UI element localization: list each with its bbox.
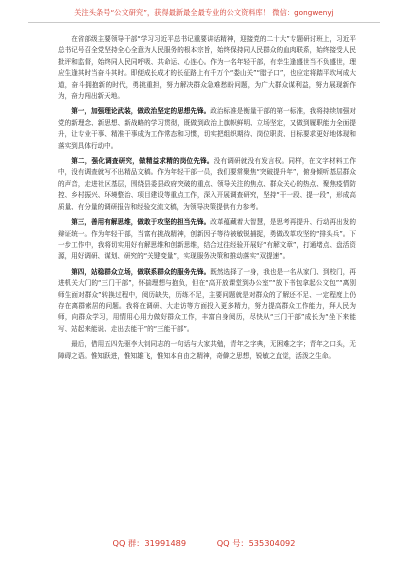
header-divider <box>28 22 380 23</box>
paragraph-intro <box>58 34 356 102</box>
paragraph-heading: 第四，站稳群众立场，做联系群众的服务先锋。 <box>71 267 211 276</box>
qq-group-number: QQ 群：31991489 <box>112 538 187 548</box>
paragraph-body: 没有调研就没有发言权。同样，在文字材料工作中，没有调查就写不出精品文稿。作为年轻干部一员，我们要常聚焦“突破提升年”，俯身倾听基层群众的声音，走进社区基层，围绕县委县政府突破的重点、领导关注的焦点、群众关心的热点、聚焦疫情防控、乡村振兴、环境整治、项目建设等重点工作，深入开展调查研究，坚持“干一段、提一段”，形成高质量、有分量的调研报告和经验交流文稿，为领导决策提供有力参考。 <box>58 157 357 211</box>
paragraph-second <box>58 156 356 213</box>
paragraph-closing <box>58 339 356 362</box>
paragraph-heading: 第一，加强理论武装，做政治坚定的思想先锋。 <box>71 107 211 116</box>
paragraph-third <box>58 217 356 263</box>
paragraph-body: 最后，借用五四先驱李大钊同志的一句话与大家共勉，青年之字典，无困难之字；青年之口头，无障碍之语。惟知跃进，惟知雄飞，惟知本自由之精神，奇僻之思想，锐敏之直觉，活泼之生命。 <box>58 340 356 360</box>
paragraph-heading: 第三，善用有解思维，做敢于攻坚的担当先锋。 <box>71 218 211 227</box>
footer-contact <box>0 538 408 549</box>
paragraph-body: 改革蕴藏着大智慧，是思考再提升、行动再出发的辩证统一。作为年轻干部，当富有挑战精神，创新因子等待被敏锐捕捉，勇做改革攻坚的“排头兵”。下一步工作中，我将切实用好有解思维和创新思维，结合过往经验开展好“有解文章”，打通堵点、盘活资源，用好调研、谋划、研究的“关键变量”，实现服务决策和推动落实“双提速”。 <box>58 218 356 261</box>
paragraph-first <box>58 106 356 152</box>
promo-header: 关注头条号“公文研究”，获得最新最全最专业的公文资料库！ 微信：gongwenyj <box>74 8 334 17</box>
paragraph-heading: 第二，强化调查研究，做精益求精的岗位先锋。 <box>71 157 214 166</box>
paragraph-body: 在省部级主要领导干部“学习习近平总书记重要讲话精神，迎接党的二十大”专题研讨班上，习近平总书记号召全党坚持全心全意为人民服务的根本宗旨，始终保持同人民群众的血肉联系，始终接受人民批评和监督，始终同人民同呼吸、共命运、心连心。作为一名年轻干部，有幸生逢盛世当不负盛世，理应生逢其时当奋斗其时。即便成长成才的长征路上有千万个“娄山关”“腊子口”，也应定将踏平坎坷成大道，奋斗拥抱新的时代，勇挑重担，努力解决群众急难愁盼问题，为广大群众谋利益，努力展现新作为，奋力闯出新天地。 <box>58 35 356 101</box>
paragraph-fourth <box>58 267 356 335</box>
paragraph-body: 既然选择了一身，我也是一名从家门、到校门，再进机关大门的“三门干部”，怀揣理想与抱负，但在“高开放课堂到办公室”“放下书包拿起公文包”“离别师生面对群众”转换过程中，阅历缺失，历练不足，主要问题就是对群众的了解还不足、一定程度上仍存在离群索居的问题。我将在调研、大走访等方面投入更多精力，努力提高群众工作能力，拜人民为师，向群众学习，用情用心用力做好群众工作，丰富自身阅历，尽快从“三门干部”成长为“坐下来能写、站起来能说、走出去能干”的“三能干部”。 <box>58 267 356 333</box>
paragraph-body: 政治标准是衡量干部的第一标准，我将持续加强对党的新理念、新思想、新战略的学习贯彻，既做到政治上旗帜鲜明、立场坚定，又做到履职能力全面提升，让专业干事、精准干事成为工作常态和习惯，切实把组织期待、岗位职责、目标要求更好地体现和落实到具体行动中。 <box>58 107 356 150</box>
qq-number: QQ 号：535304092 <box>216 538 296 548</box>
document-body <box>58 34 356 366</box>
